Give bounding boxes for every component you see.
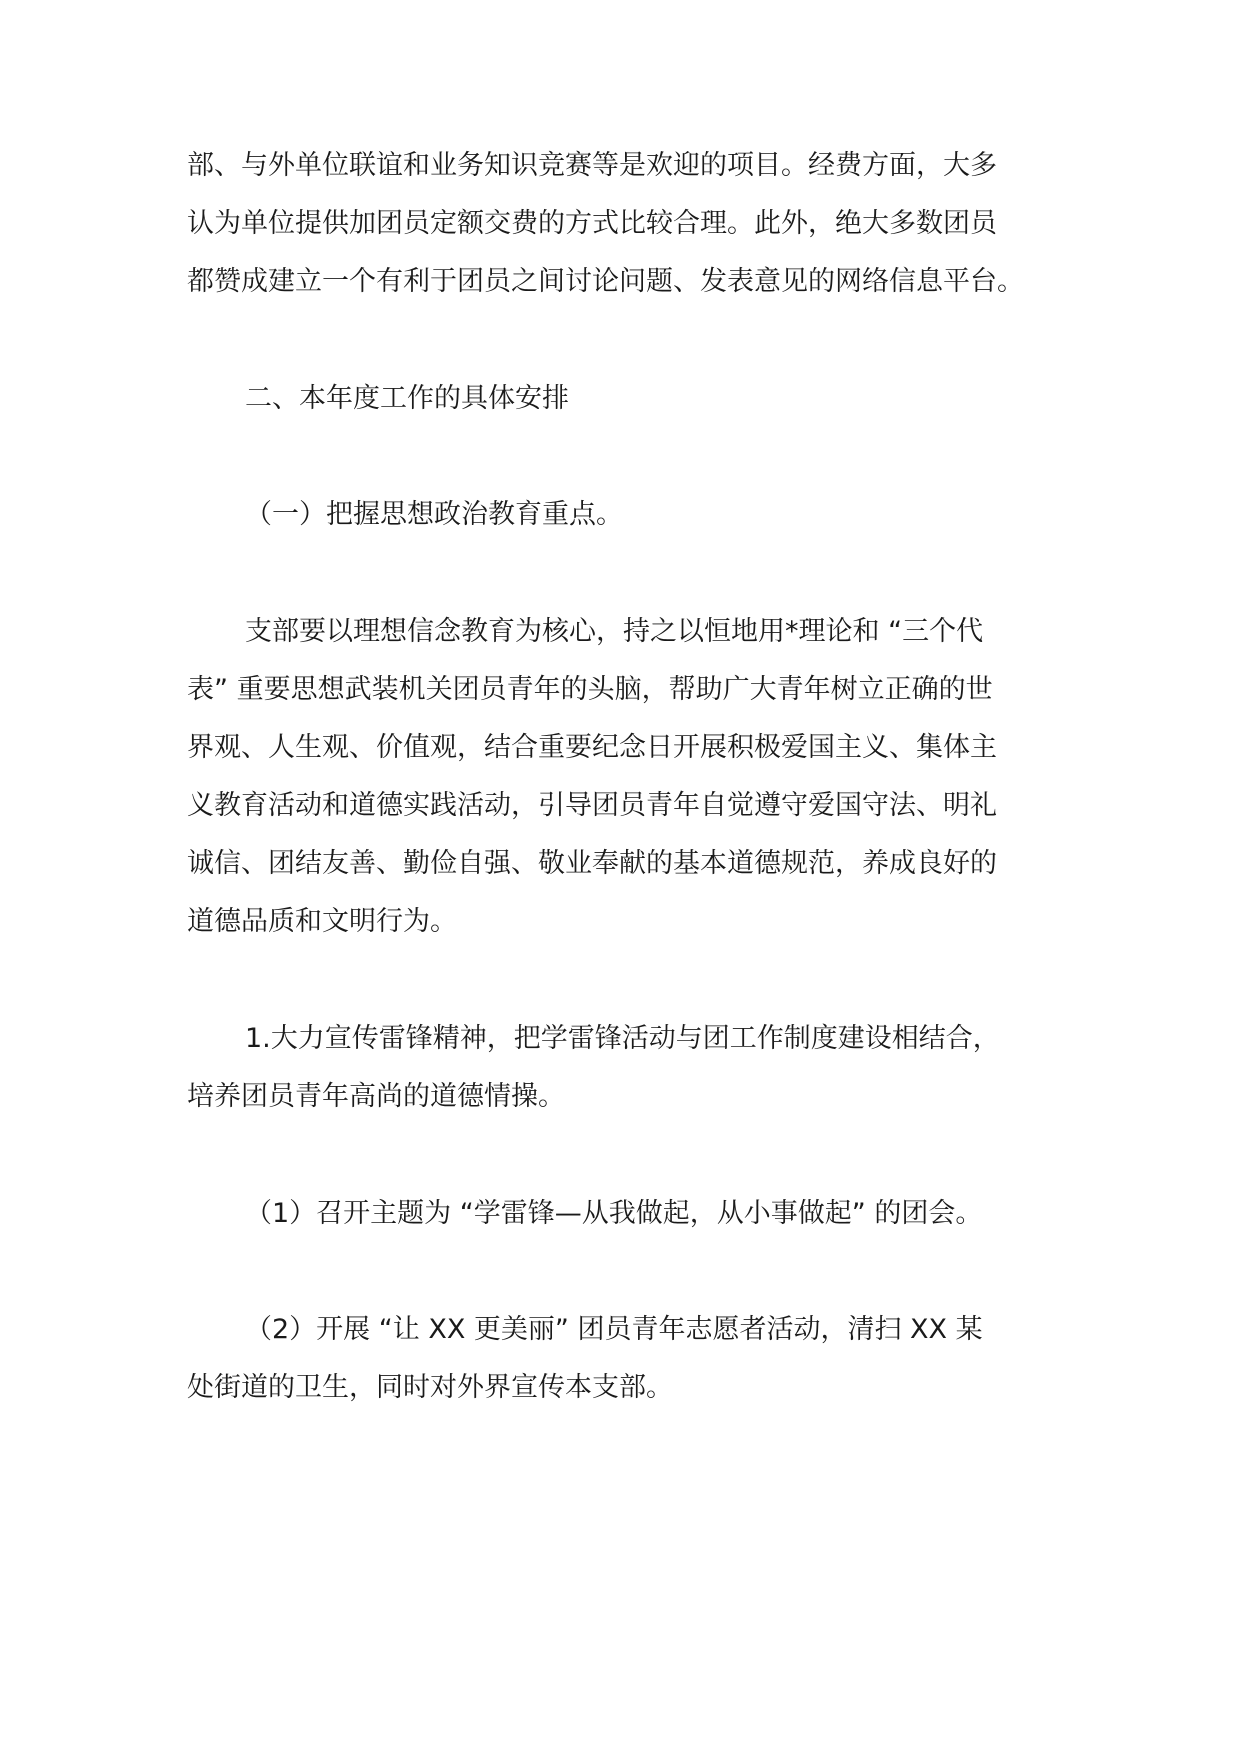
section-heading-2	[187, 370, 1067, 428]
text-line: 部、与外单位联谊和业务知识竞赛等是欢迎的项目。经费方面，大多	[187, 150, 997, 181]
text-line: 表” 重要思想武装机关团员青年的头脑，帮助广大青年树立正确的世	[187, 674, 993, 705]
paragraph-subitem-2	[187, 1301, 1067, 1417]
text-line: （2）开展 “让 XX 更美丽” 团员青年志愿者活动，清扫 XX 某	[245, 1314, 983, 1345]
text-line: 1.大力宣传雷锋精神，把学雷锋活动与团工作制度建设相结合，	[245, 1023, 1000, 1054]
paragraph-item-1	[187, 1010, 1067, 1126]
text-line: 界观、人生观、价值观，结合重要纪念日开展积极爱国主义、集体主	[187, 732, 997, 763]
text-line: （1）召开主题为 “学雷锋—从我做起，从小事做起” 的团会。	[245, 1198, 983, 1229]
text-line: 道德品质和文明行为。	[187, 906, 457, 937]
text-line: 义教育活动和道德实践活动，引导团员青年自觉遵守爱国守法、明礼	[187, 790, 997, 821]
text-line: 认为单位提供加团员定额交费的方式比较合理。此外，绝大多数团员	[187, 208, 997, 239]
subsection-heading-1	[187, 486, 1067, 544]
text-line: 处街道的卫生，同时对外界宣传本支部。	[187, 1372, 673, 1403]
text-line: 支部要以理想信念教育为核心，持之以恒地用*理论和 “三个代	[245, 616, 984, 647]
text-line: 培养团员青年高尚的道德情操。	[187, 1081, 565, 1112]
heading-text: （一）把握思想政治教育重点。	[245, 499, 623, 530]
paragraph-survey-results	[187, 137, 1067, 311]
heading-text: 二、本年度工作的具体安排	[245, 383, 569, 414]
text-line: 都赞成建立一个有利于团员之间讨论问题、发表意见的网络信息平台。	[187, 266, 1024, 297]
paragraph-subitem-1	[187, 1185, 1067, 1243]
paragraph-ideal-belief-education	[187, 603, 1067, 951]
text-line: 诚信、团结友善、勤俭自强、敬业奉献的基本道德规范，养成良好的	[187, 848, 997, 879]
